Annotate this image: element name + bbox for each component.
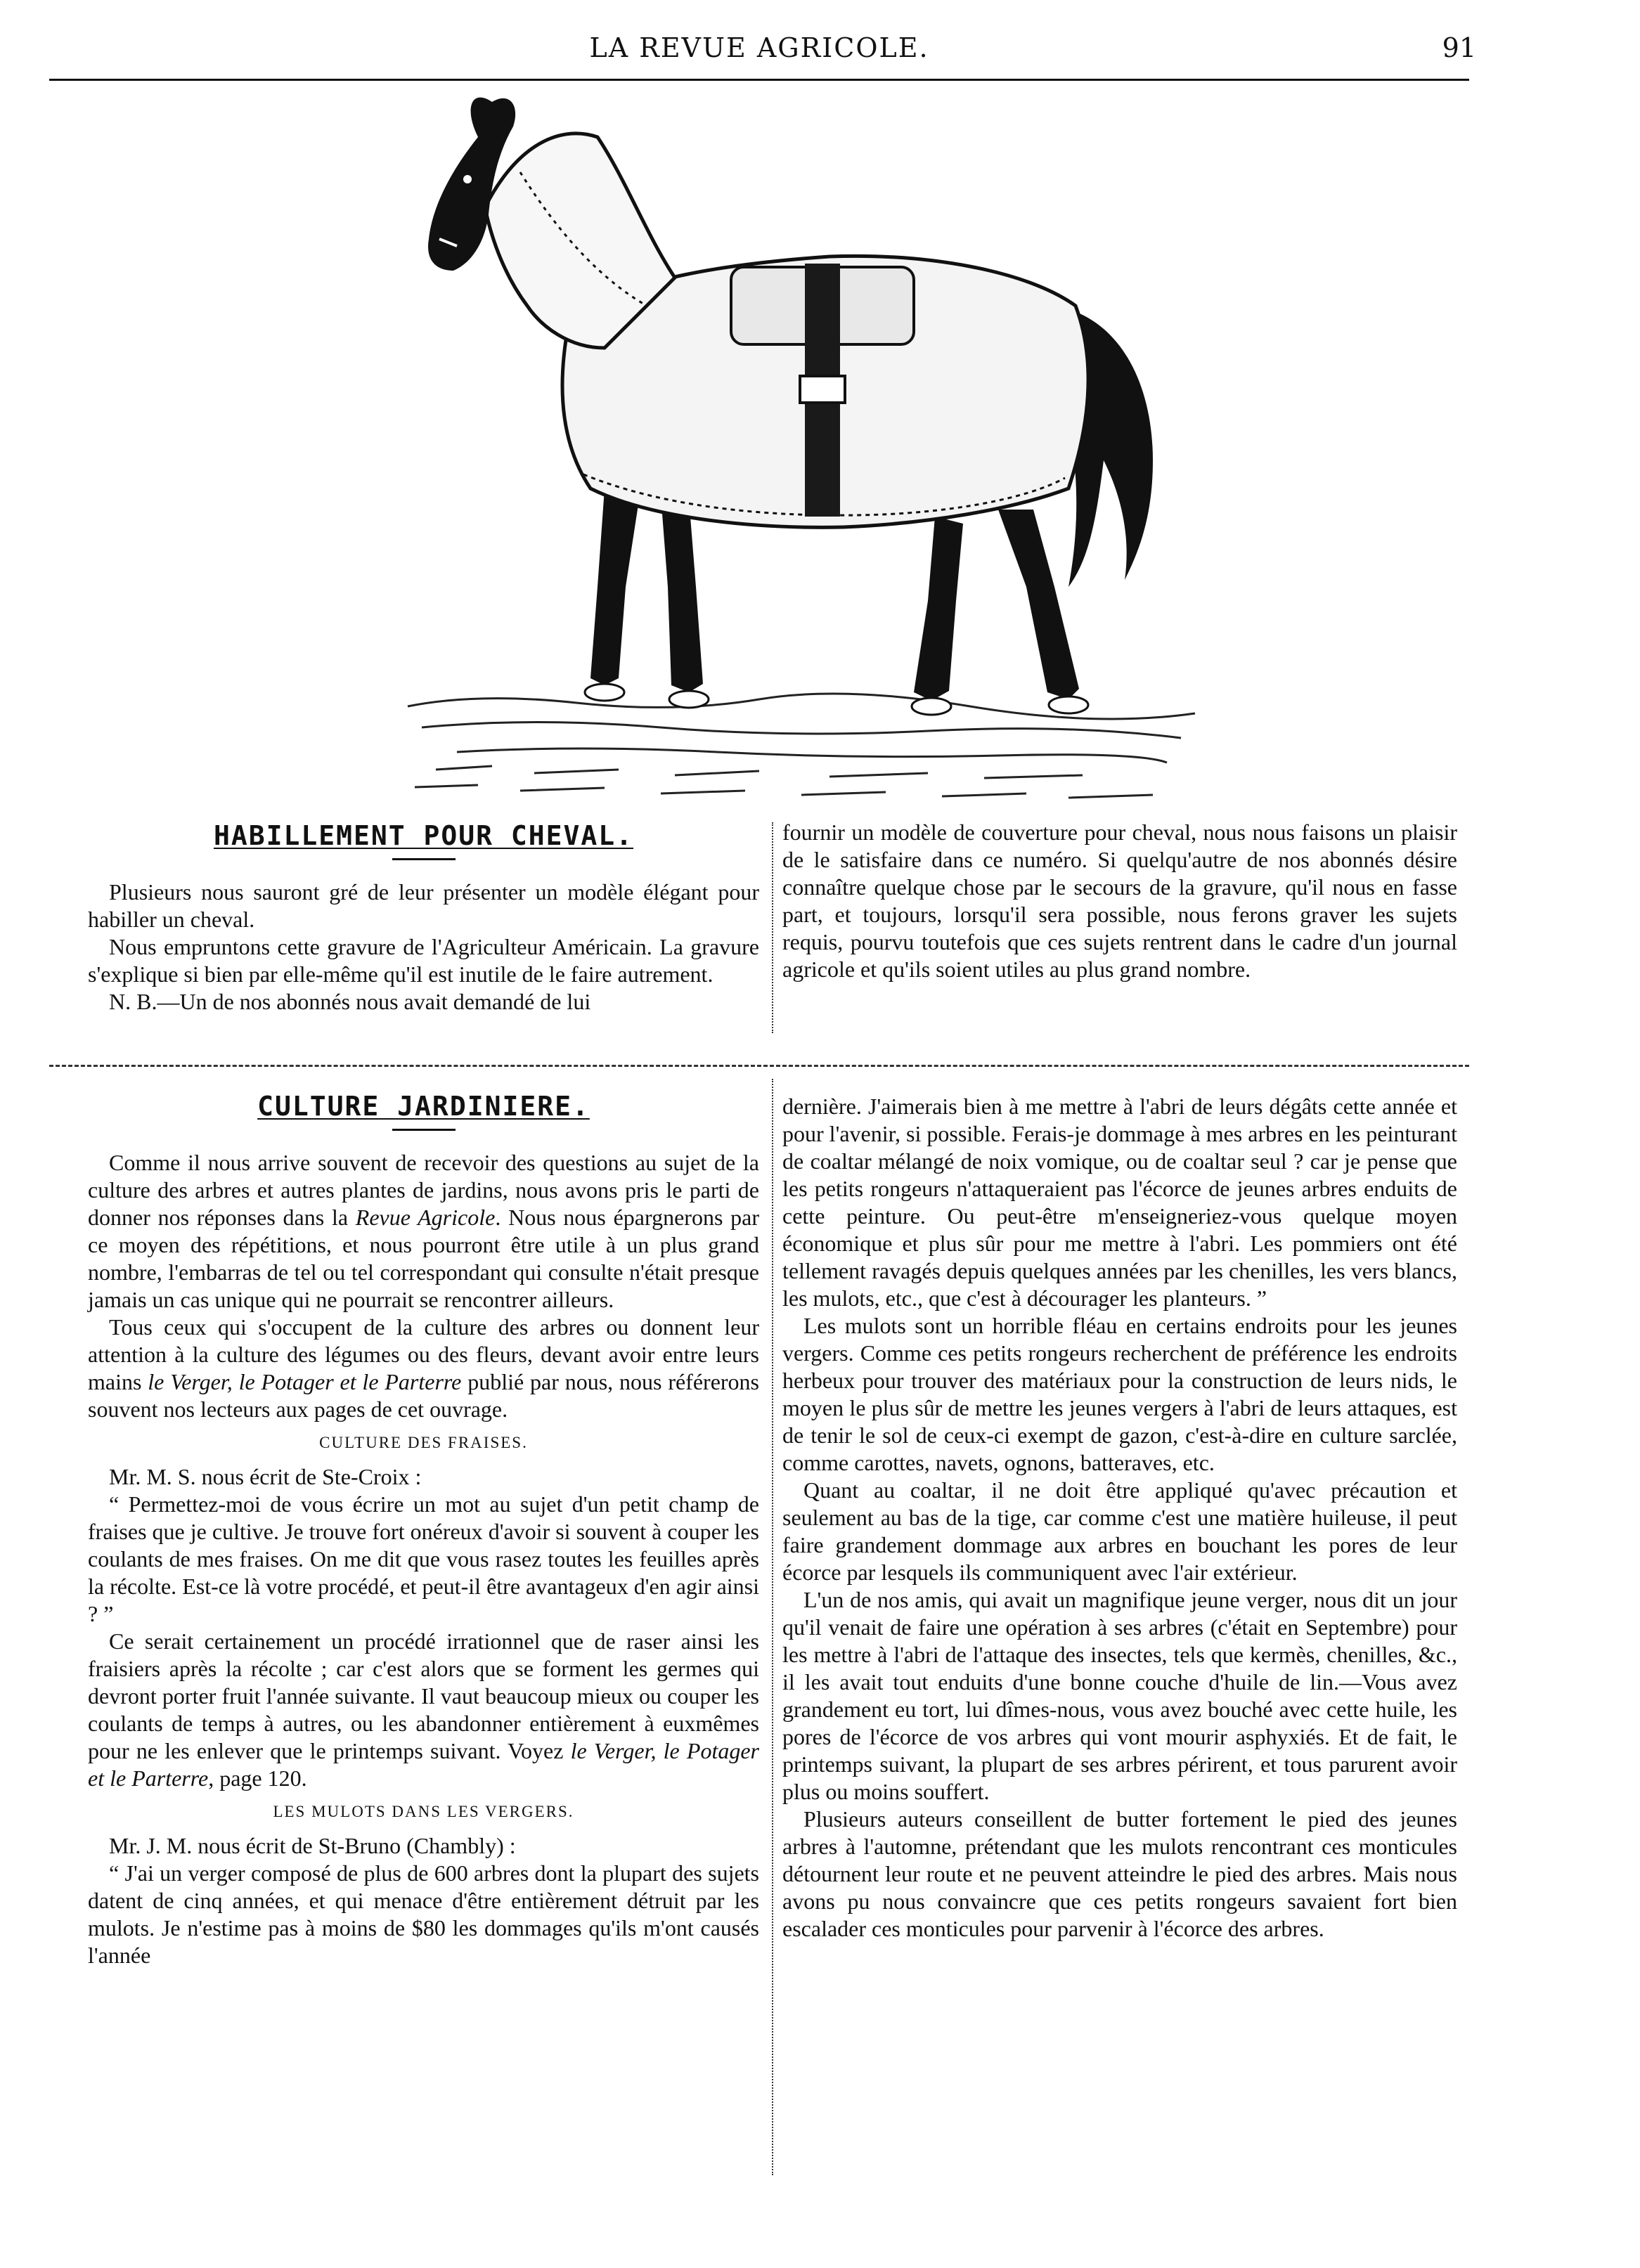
- article2-paragraph-2: Tous ceux qui s'occupent de la culture des arbres ou donnent leur attention à la culture des légumes ou des fleurs, devant avoir entre leurs mains le Verger, le Potager et le Parterre publié par nous, nous référerons souvent nos lecteurs aux pages de cet ouvrage.: [88, 1314, 760, 1422]
- section-separator: [49, 1065, 1469, 1067]
- running-head: [42, 28, 1476, 70]
- answer-1: Ce serait certainement un procédé irrationnel que de raser ainsi les fraisiers après la récolte ; car c'est alors que se forment les germes qui devront porter fruit l'année suivante. Il vaut beaucoup mieux ou couper les coulants de temps à autres, ou les abandonner entièrement à euxmêmes pour ne les enlever que le printemps suivant. Voyez le Verger, le Potager et le Parterre, page 120.: [88, 1628, 760, 1791]
- article1-title: HABILLEMENT POUR CHEVAL.: [213, 820, 634, 851]
- page-number: 91: [1442, 32, 1476, 63]
- letter-2-continuation: dernière. J'aimerais bien à me mettre à l'abri de leurs dégâts cette année et pour l'avenir, si possible. Ferais-je dommage à mes arbres en les peinturant de coaltar mélangé de noix vomique, ou de coaltar seul ? car je pense que les petits rongeurs n'attaqueraient pas l'écorce de jeunes arbres enduits de cette peinture. Ou peut-être m'enseigneriez-vous quelque moyen économique et plus sûr pour me mettre à l'abri. Les pommiers ont été tellement ravagés depuis quelques années par les chenilles, les vers blancs, les mulots, etc., que c'est à décourager les planteurs. ”: [782, 1094, 1457, 1311]
- article2-right-column: [782, 1093, 1457, 1943]
- letter-1: “ Permettez-moi de vous écrire un mot au sujet d'un petit champ de fraises que je cultive. Je trouve fort onéreux d'avoir si souvent à couper les coulants de mes fraises. On me dit que vous rasez toutes les feuilles après la récolte. Est-ce là votre procédé, et peut-il être avantageux d'en agir ainsi ? ”: [88, 1491, 759, 1626]
- answer-2-paragraph-2: Quant au coaltar, il ne doit être appliqué qu'avec précaution et seulement au bas de la tige, car comme c'est une matière huileuse, il peut faire grandement dommage aux arbres en bouchant les pores de leur écorce par lesquels ils communiquent avec l'air extérieur.: [782, 1477, 1457, 1585]
- answer-2-paragraph-3: L'un de nos amis, qui avait un magnifique jeune verger, nous dit un jour qu'il venait de faire une opération à ses arbres (c'était en Septembre) pour les mettre à l'abri de l'attaque des insectes, tels que kermès, chenilles, &c., il les avait tout enduits d'une bonne couche d'huile de lin.—Vous avez grandement eu tort, lui dîmes-nous, vous avez bouché avec cette huile, les pores de l'écorce de vos arbres qui vont mourir asphyxiés. Et de fait, le printemps suivant, la plupart de ses arbres périrent, et tous parurent avoir plus ou moins souffert.: [782, 1587, 1457, 1804]
- article1-left-column: [88, 822, 759, 1016]
- answer-2-paragraph-1: Les mulots sont un horrible fléau en certains endroits pour les jeunes vergers. Comme ces petits rongeurs recherchent de préférence les endroits herbeux pour trouver des matériaux pour la construction de leurs nids, le moyen le plus sûr de mettre les jeunes vergers à l'abri de leurs attaques, est de tenir le sol de ceux-ci exempt de gazon, c'est-à-dire en culture sarclée, comme carottes, navets, ognons, batteraves, etc.: [782, 1313, 1457, 1475]
- journal-title: LA REVUE AGRICOLE.: [589, 32, 929, 63]
- title-rule: [392, 858, 456, 860]
- article2-intro: Comme il nous arrive souvent de recevoir des questions au sujet de la culture des arbres et autres plantes de jardins, nous avons pris le parti de donner nos réponses dans la Revue Agricole. Nous nous épargnerons par ce moyen des répétitions, et nous pourront être utile à un plus grand nombre, l'embarras de tel ou tel correspondant qui consulte n'était presque jamais un cas unique qui ne pourrait se rencontrer ailleurs.: [88, 1150, 760, 1312]
- answer-2-paragraph-4: Plusieurs auteurs conseillent de butter fortement le pied des jeunes arbres à l'automne, prétendant que les mulots rencontrant ces monticules détournent leur route et ne peuvent atteindre le pied des arbres. Mais nous avons pu nous convaincre que ces petits rongeurs savaient fort bien escalader ces monticules pour parvenir à l'écorce des arbres.: [782, 1806, 1457, 1941]
- article1-right-column: [782, 819, 1457, 983]
- column-divider-top: [772, 822, 773, 1033]
- letter-2: “ J'ai un verger composé de plus de 600 arbres dont la plupart des sujets datent de cinq années, et qui menace d'être entièrement détruit par les mulots. Je n'estime pas à moins de $80 les dommages qu'ils m'ont causés l'année: [88, 1860, 759, 1968]
- article1-continuation: fournir un modèle de couverture pour cheval, nous nous faisons un plaisir de le satisfaire dans ce numéro. Si quelqu'autre de nos abonnés désire connaître quelque chose par le secours de la gravure, qu'il nous en fasse part, et toujours, lorsqu'il sera possible, nous ferons graver les sujets requis, pourvu toutefois que ces sujets rentrent dans le cadre d'un journal agricole et qu'ils soient utiles au plus grand nombre.: [782, 819, 1457, 982]
- letter-intro-1: Mr. M. S. nous écrit de Ste-Croix :: [109, 1464, 422, 1489]
- horse-icon: [394, 95, 1216, 819]
- article1-paragraph-2: Nous empruntons cette gravure de l'Agriculteur Américain. La gravure s'explique si bien par elle-même qu'il est inutile de le faire autrement.: [88, 934, 759, 987]
- article2-title: CULTURE JARDINIERE.: [257, 1091, 590, 1122]
- horse-blanket-engraving: [394, 95, 1216, 819]
- header-rule: [49, 79, 1469, 81]
- title-rule: [392, 1129, 456, 1131]
- subhead-field-mice: LES MULOTS DANS LES VERGERS.: [273, 1803, 574, 1820]
- subhead-strawberries: CULTURE DES FRAISES.: [319, 1434, 528, 1451]
- article2-left-column: [88, 1093, 759, 1969]
- letter-intro-2: Mr. J. M. nous écrit de St-Bruno (Chambly) :: [109, 1833, 516, 1858]
- article1-paragraph-3: N. B.—Un de nos abonnés nous avait demandé de lui: [109, 989, 591, 1014]
- column-divider-bottom: [772, 1079, 773, 2175]
- article1-paragraph-1: Plusieurs nous sauront gré de leur présenter un modèle élégant pour habiller un cheval.: [88, 879, 759, 932]
